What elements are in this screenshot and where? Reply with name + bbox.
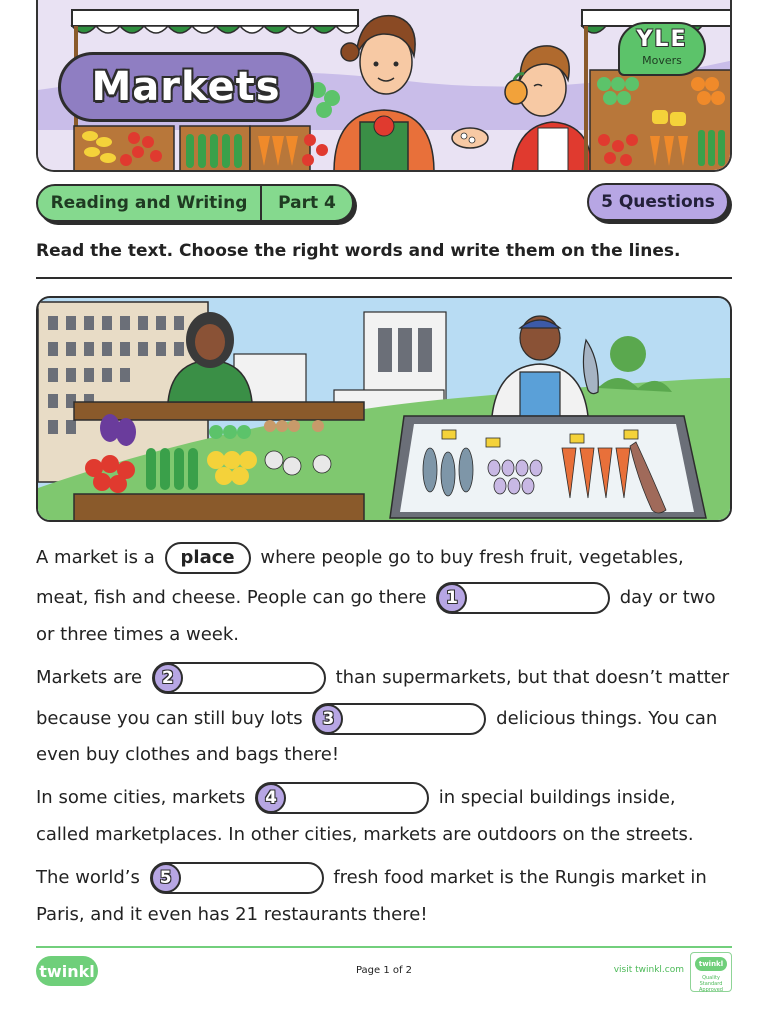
yle-movers-badge	[618, 22, 706, 76]
section-tabs	[36, 184, 354, 222]
page-title: Markets	[91, 64, 281, 110]
passage-line-6	[36, 743, 339, 767]
passage-text: fresh food market is the Rungis market in	[333, 867, 707, 888]
badge-main-text: YLE	[636, 27, 688, 52]
passage-line-1	[36, 542, 684, 574]
passage-line-9	[36, 862, 707, 894]
question-number: 5	[151, 863, 181, 893]
section-label: Reading and Writing	[38, 186, 262, 220]
market-scene-illustration	[36, 296, 732, 522]
passage-text: in special buildings inside,	[438, 787, 676, 808]
passage-line-2	[36, 582, 716, 614]
passage-text: A market is a	[36, 547, 155, 568]
title-pill	[58, 52, 314, 122]
question-count-badge: 5 Questions	[587, 183, 729, 221]
passage-line-8	[36, 823, 694, 847]
passage-text: even buy clothes and bags there!	[36, 744, 340, 765]
badge-sub-text: Movers	[642, 54, 682, 67]
passage-text: than supermarkets, but that doesn’t matter	[335, 667, 730, 688]
passage-text: meat, fish and cheese. People can go there	[36, 587, 427, 608]
passage-text: The world’s	[36, 867, 140, 888]
visit-link[interactable]: visit twinkl.com	[613, 965, 684, 975]
answer-blank-5[interactable]	[150, 862, 324, 894]
passage-text: called marketplaces. In other cities, markets are outdoors on the streets.	[36, 824, 694, 845]
question-number: 1	[437, 583, 467, 613]
page-number: Page 1 of 2	[355, 965, 413, 976]
question-number: 3	[313, 704, 343, 734]
passage-line-7	[36, 782, 676, 814]
passage-line-10	[36, 903, 428, 927]
answer-blank-2[interactable]	[152, 662, 326, 694]
question-number: 2	[153, 663, 183, 693]
quality-standard-seal	[690, 952, 732, 992]
passage-text: Paris, and it even has 21 restaurants there!	[36, 904, 428, 925]
header-banner	[36, 0, 732, 172]
answer-blank-4[interactable]	[255, 782, 429, 814]
passage-text: In some cities, markets	[36, 787, 246, 808]
answer-blank-3[interactable]	[312, 703, 486, 735]
passage-text: delicious things. You can	[496, 708, 718, 729]
seal-subtitle: Quality Standard Approved	[699, 975, 723, 993]
question-number: 4	[256, 783, 286, 813]
passage-line-4	[36, 662, 729, 694]
market-scene-svg	[38, 298, 732, 522]
passage-text: day or two	[619, 587, 716, 608]
passage-line-5	[36, 703, 717, 735]
passage-text: because you can still buy lots	[36, 708, 303, 729]
seal-title: twinkl	[695, 957, 727, 971]
answer-blank-1[interactable]	[436, 582, 610, 614]
passage-text: or three times a week.	[36, 624, 240, 645]
example-answer-box: place	[165, 542, 251, 574]
divider	[36, 277, 732, 279]
instructions: Read the text. Choose the right words and write them on the lines.	[36, 241, 681, 261]
passage-text: where people go to buy fresh fruit, vegetables,	[260, 547, 684, 568]
passage-text: Markets are	[36, 667, 143, 688]
twinkl-logo[interactable]: twinkl	[36, 956, 98, 986]
passage-line-3	[36, 623, 239, 647]
footer-divider	[36, 946, 732, 948]
part-label: Part 4	[278, 193, 336, 213]
